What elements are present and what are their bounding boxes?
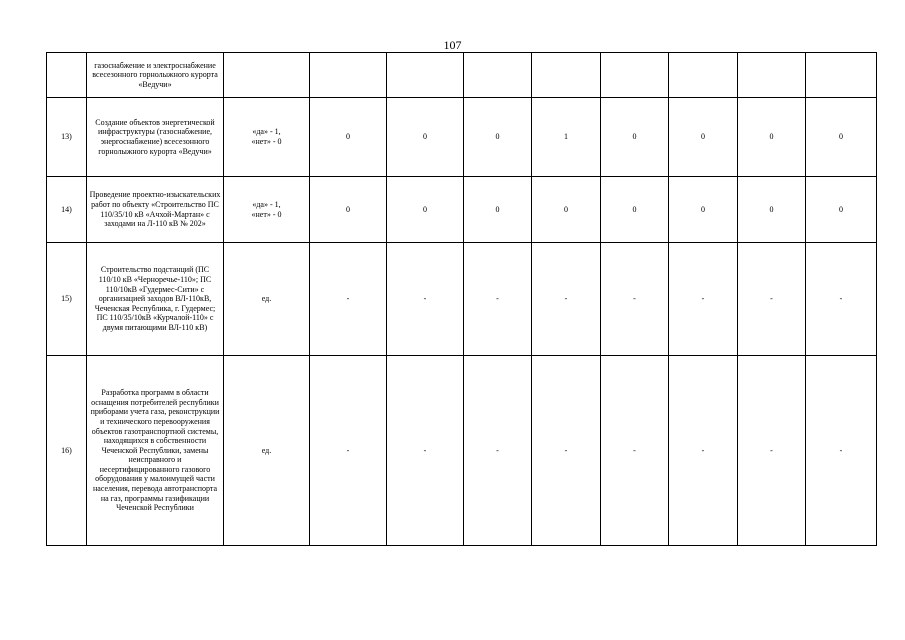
table-row: [47, 356, 877, 546]
value-cell: [738, 53, 806, 98]
value-cell: [601, 53, 669, 98]
value-cell: -: [387, 243, 464, 356]
value-cell: -: [310, 356, 387, 546]
unit-cell: «да» - 1, «нет» - 0: [251, 127, 282, 146]
value-cell: [806, 53, 877, 98]
value-cell: 0: [310, 177, 387, 243]
value-cell: -: [738, 356, 806, 546]
activity-name: Строительство подстанций (ПС 110/10 кВ «Черноречье-110»; ПС 110/10кВ «Гудермес-Сити» с организацией заходов ВЛ-110кВ, Чеченская Республика, г. Гудермес; ПС 110/35/10кВ «Курчалой-110» с двумя питающими ВЛ-110 кВ): [87, 243, 224, 356]
value-cell: 0: [387, 177, 464, 243]
value-cell: 0: [601, 98, 669, 177]
value-cell: [532, 53, 601, 98]
value-cell: 0: [806, 177, 877, 243]
value-cell: -: [601, 356, 669, 546]
value-cell: -: [601, 243, 669, 356]
indicators-table: [46, 52, 877, 546]
activity-name: Разработка программ в области оснащения потребителей республики приборами учета газа, реконструкции и технического перевооружения объектов газотранспортной системы, находящихся в собственности Чеченской Республики, замены неисправного и несертифицированного газового оборудования у малоимущей части населения, перевода автотранспорта на газ, программы газификации Чеченской Республики: [87, 356, 224, 546]
table-row: [47, 177, 877, 243]
page-number: 107: [443, 38, 462, 52]
value-cell: [464, 53, 532, 98]
value-cell: -: [464, 243, 532, 356]
value-cell: 0: [669, 177, 738, 243]
unit-cell: ед.: [224, 243, 310, 356]
value-cell: -: [310, 243, 387, 356]
value-cell: 0: [601, 177, 669, 243]
table-row: [47, 98, 877, 177]
value-cell: 0: [464, 177, 532, 243]
value-cell: -: [806, 356, 877, 546]
table-row: [47, 243, 877, 356]
value-cell: [387, 53, 464, 98]
value-cell: 1: [532, 98, 601, 177]
row-number: 14): [47, 177, 87, 243]
activity-name: Создание объектов энергетической инфраструктуры (газоснабжение, энергоснабжение) всесезонного горнолыжного курорта «Ведучи»: [87, 98, 224, 177]
activity-name: Проведение проектно-изыскательских работ по объекту «Строительство ПС 110/35/10 кВ «Ачхой-Мартан» с заходами на Л-110 кВ № 202»: [87, 177, 224, 243]
activity-name: газоснабжение и электроснабжение всесезонного горнолыжного курорта «Ведучи»: [87, 53, 224, 98]
value-cell: 0: [464, 98, 532, 177]
unit-cell: «да» - 1, «нет» - 0: [251, 199, 282, 219]
row-number: [47, 53, 87, 98]
value-cell: -: [532, 243, 601, 356]
row-number: 15): [47, 243, 87, 356]
value-cell: -: [532, 356, 601, 546]
value-cell: 0: [738, 177, 806, 243]
value-cell: -: [669, 356, 738, 546]
unit-cell: [224, 53, 310, 98]
table-row: [47, 53, 877, 98]
value-cell: -: [387, 356, 464, 546]
value-cell: -: [669, 243, 738, 356]
value-cell: 0: [669, 98, 738, 177]
value-cell: [669, 53, 738, 98]
value-cell: 0: [532, 177, 601, 243]
value-cell: -: [738, 243, 806, 356]
value-cell: 0: [387, 98, 464, 177]
value-cell: -: [464, 356, 532, 546]
value-cell: 0: [738, 98, 806, 177]
row-number: 13): [47, 98, 87, 177]
unit-cell: ед.: [224, 356, 310, 546]
row-number: 16): [47, 356, 87, 546]
value-cell: 0: [310, 98, 387, 177]
value-cell: -: [806, 243, 877, 356]
value-cell: 0: [806, 98, 877, 177]
value-cell: [310, 53, 387, 98]
